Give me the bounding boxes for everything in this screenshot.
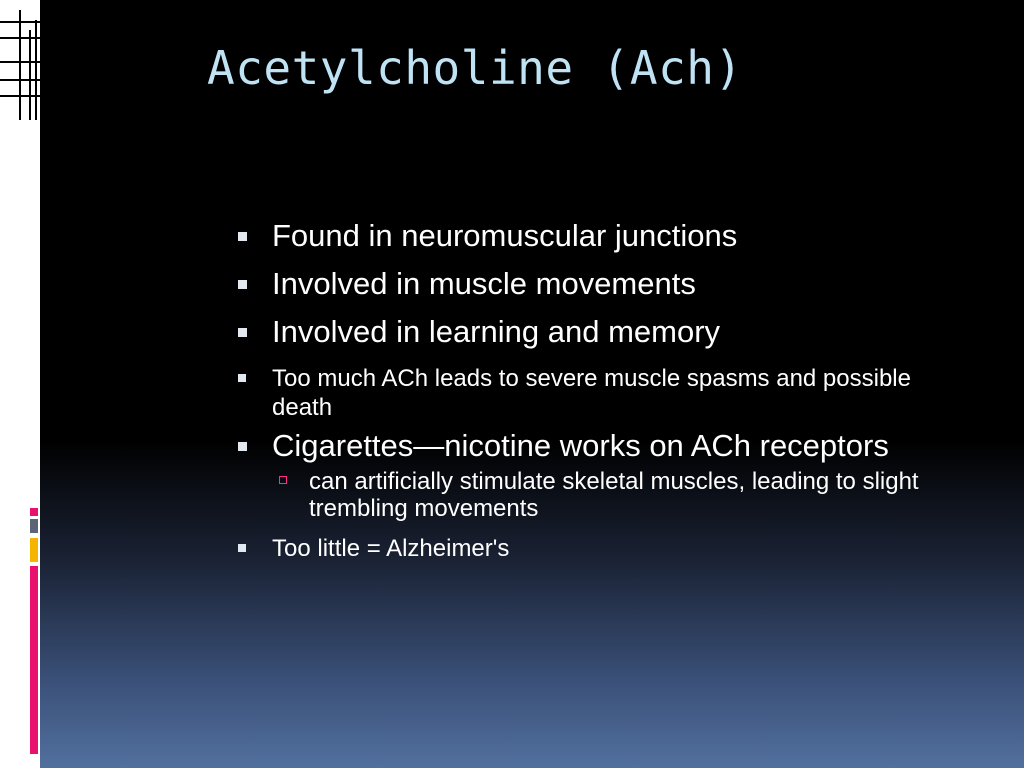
window-pane-graphic (0, 0, 40, 120)
bullet-text: Involved in muscle movements (272, 266, 696, 301)
bullet-text: Too little = Alzheimer's (272, 535, 510, 562)
accent-magenta-bar (30, 566, 38, 754)
accent-magenta-top (30, 508, 38, 516)
sub-list-item (236, 468, 936, 522)
list-item (236, 364, 936, 422)
square-bullet-icon (238, 280, 247, 289)
list-item (236, 268, 936, 300)
list-item (236, 430, 936, 462)
bullet-list (236, 220, 936, 571)
square-bullet-icon (238, 328, 247, 337)
bullet-text: Found in neuromuscular junctions (272, 218, 738, 253)
bullet-text: Cigarettes—nicotine works on ACh receptors (272, 428, 889, 463)
left-sidebar-bar (0, 0, 40, 768)
square-bullet-icon (238, 544, 246, 552)
bullet-text: Too much ACh leads to severe muscle spasms and possible death (272, 365, 911, 421)
slide-title: Acetylcholine (Ach) (207, 41, 743, 95)
sub-bullet-text: can artificially stimulate skeletal muscles, leading to slight trembling movements (309, 468, 919, 522)
square-bullet-icon (238, 232, 247, 241)
bullet-text: Involved in learning and memory (272, 314, 721, 349)
accent-yellow (30, 538, 38, 562)
list-item (236, 534, 936, 563)
list-item (236, 220, 936, 252)
square-bullet-icon (238, 442, 247, 451)
list-item (236, 316, 936, 348)
hollow-square-bullet-icon (279, 476, 287, 484)
square-bullet-icon (238, 374, 246, 382)
accent-gray (30, 519, 38, 533)
